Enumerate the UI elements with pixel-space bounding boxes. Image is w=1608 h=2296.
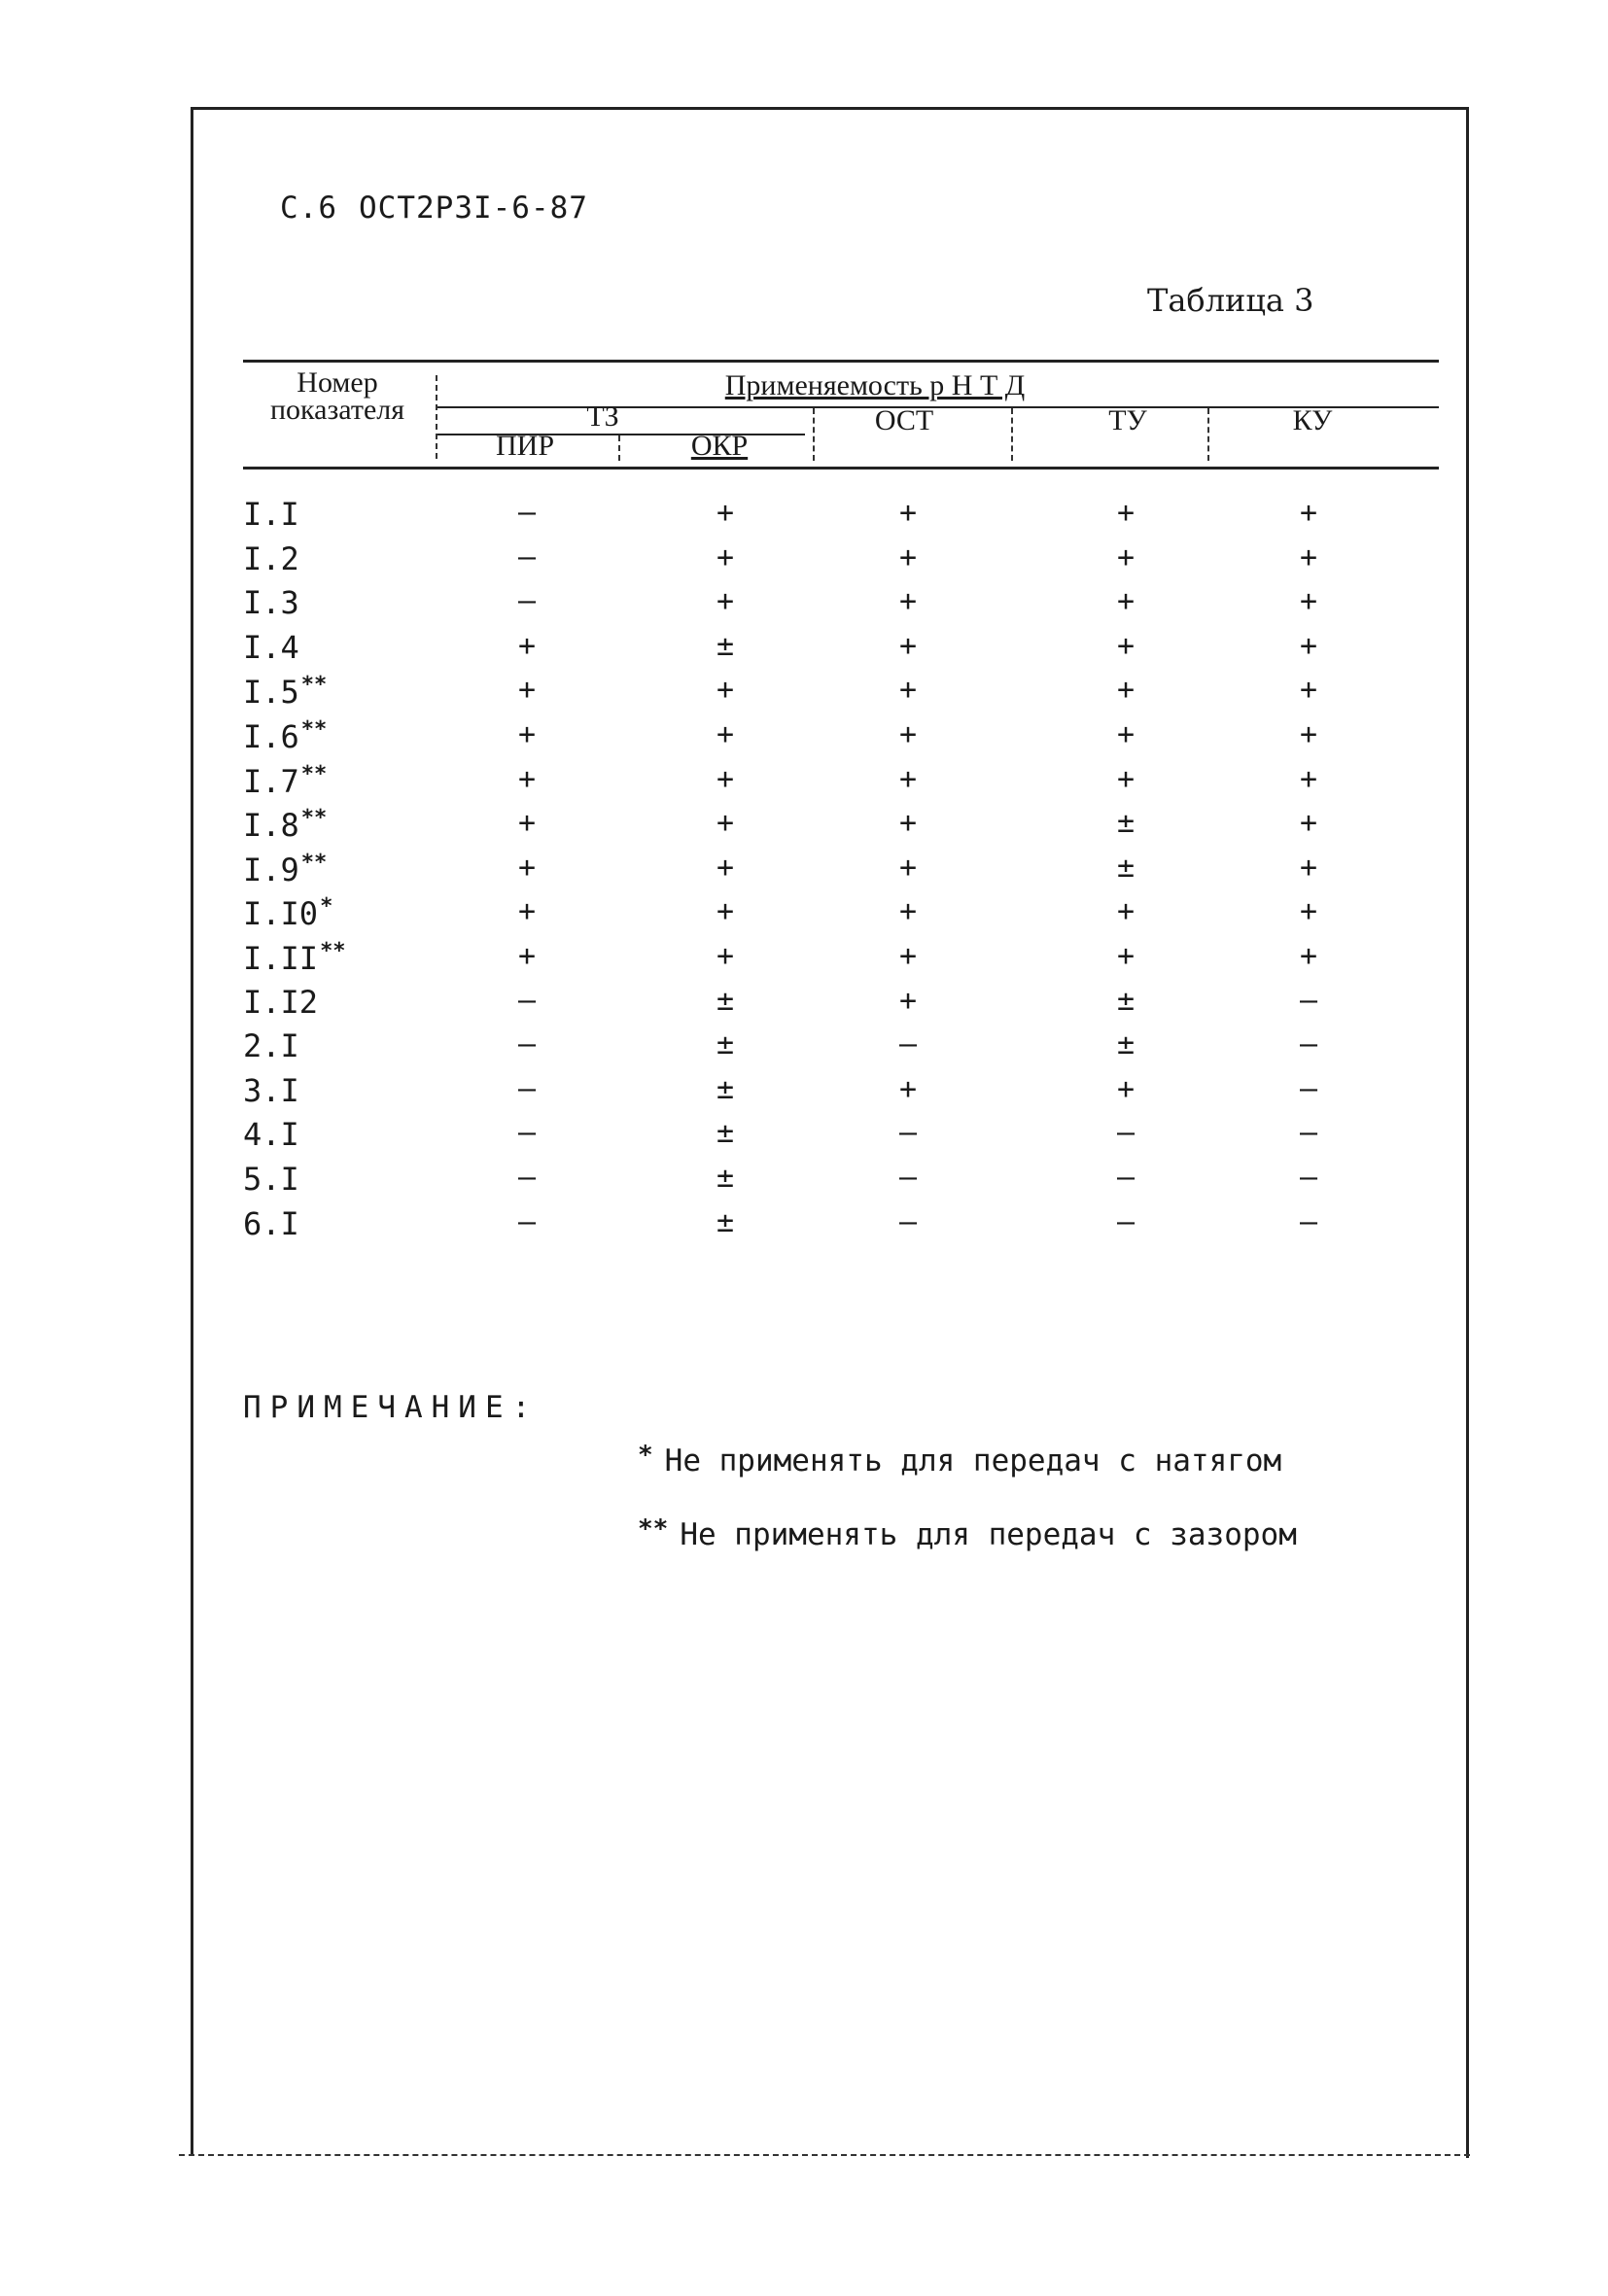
table-cell: + — [716, 851, 735, 885]
table-cell: + — [898, 939, 918, 973]
note-item — [638, 1441, 1281, 1478]
table-cell: + — [1299, 894, 1318, 928]
table-cell: – — [1299, 1072, 1318, 1106]
table-cell: + — [898, 584, 918, 618]
table-cell: – — [1299, 1027, 1318, 1061]
row-number: 3.I — [243, 1072, 299, 1109]
column-divider — [813, 408, 815, 461]
row-label — [243, 806, 379, 844]
table-cell: ± — [716, 1027, 735, 1061]
note-item — [638, 1514, 1297, 1552]
row-label — [243, 584, 379, 621]
document-code: ОСТ2Р3I-6-87 — [359, 191, 588, 226]
table-cell: + — [898, 496, 918, 530]
column-divider — [436, 375, 437, 459]
table-cell: + — [1116, 762, 1136, 796]
row-footnote-marker: ** — [300, 851, 328, 875]
table-cell: – — [898, 1027, 918, 1061]
table-cell: ± — [716, 1116, 735, 1150]
table-cell: + — [898, 762, 918, 796]
table-cell: + — [1116, 584, 1136, 618]
table-cell: – — [517, 1072, 537, 1106]
table-cell: – — [898, 1161, 918, 1195]
table-cell: + — [898, 673, 918, 707]
row-number: I.I0 — [243, 895, 319, 932]
table-cell: – — [517, 540, 537, 574]
row-footnote-marker: ** — [300, 806, 328, 830]
table-cell: + — [517, 894, 537, 928]
table-cell: ± — [716, 1072, 735, 1106]
note-marker: * — [638, 1441, 653, 1470]
table-cell: – — [1116, 1205, 1136, 1239]
table-cell: ± — [1116, 984, 1136, 1018]
row-number: I.7 — [243, 763, 299, 800]
table-cell: + — [1116, 894, 1136, 928]
table-cell: + — [716, 939, 735, 973]
page-reference — [280, 191, 610, 226]
table-cell: + — [1116, 673, 1136, 707]
row-number: I.6 — [243, 718, 299, 755]
table-cell: + — [1299, 851, 1318, 885]
row-number: I.5 — [243, 674, 299, 711]
row-label — [243, 939, 379, 977]
row-label — [243, 851, 379, 888]
table-cell: – — [1116, 1116, 1136, 1150]
row-number: I.8 — [243, 807, 299, 844]
table-cell: + — [517, 851, 537, 885]
table-cell: + — [517, 629, 537, 663]
table-cell: ± — [716, 984, 735, 1018]
table-cell: + — [716, 717, 735, 751]
column-divider — [1207, 408, 1209, 461]
note-text: Не применять для передач с натягом — [664, 1444, 1282, 1478]
table-cell: ± — [716, 1161, 735, 1195]
column-header-pir: ПИР — [495, 430, 554, 462]
table-cell: + — [898, 540, 918, 574]
table-cell: + — [716, 894, 735, 928]
column-header-tz: ТЗ — [586, 400, 619, 433]
table-cell: + — [898, 894, 918, 928]
table-cell: + — [1116, 939, 1136, 973]
note-marker: ** — [638, 1514, 669, 1544]
table-cell: + — [1299, 806, 1318, 840]
row-number: I.2 — [243, 540, 299, 577]
table-cell: – — [517, 1116, 537, 1150]
table-cell: – — [517, 584, 537, 618]
row-number: 6.I — [243, 1205, 299, 1242]
table-cell: – — [1299, 1161, 1318, 1195]
table-cell: + — [1299, 673, 1318, 707]
table-cell: + — [716, 762, 735, 796]
table-cell: – — [517, 496, 537, 530]
table-cell: + — [716, 496, 735, 530]
row-number: 2.I — [243, 1027, 299, 1064]
row-label — [243, 1027, 379, 1064]
row-number: I.3 — [243, 584, 299, 621]
column-header-indicator-number: Номер показателя — [269, 366, 405, 426]
row-label — [243, 717, 379, 755]
row-label — [243, 1116, 379, 1153]
row-label — [243, 1072, 379, 1109]
table-cell: + — [898, 629, 918, 663]
table-cell: – — [517, 1027, 537, 1061]
table-cell: ± — [1116, 806, 1136, 840]
row-number: 5.I — [243, 1161, 299, 1198]
row-number: I.I — [243, 496, 299, 533]
group-header-applicability: Применяемость р Н Т Д — [724, 369, 1026, 401]
table-cell: + — [1299, 496, 1318, 530]
row-number: I.4 — [243, 629, 299, 666]
page-frame-left — [191, 107, 193, 2154]
table-cell: + — [1299, 762, 1318, 796]
note-text: Не применять для передач с зазором — [680, 1517, 1297, 1552]
column-header-ku: КУ — [1292, 404, 1333, 436]
table-cell: – — [517, 1205, 537, 1239]
row-footnote-marker: ** — [300, 762, 328, 786]
row-label — [243, 629, 379, 666]
table-cell: – — [517, 984, 537, 1018]
row-label — [243, 1161, 379, 1198]
column-divider — [618, 435, 620, 461]
table-cell: + — [1299, 939, 1318, 973]
row-footnote-marker: * — [320, 894, 333, 919]
table-cell: + — [1299, 540, 1318, 574]
table-cell: + — [517, 806, 537, 840]
table-cell: + — [1299, 717, 1318, 751]
column-header-okr: ОКР — [690, 430, 749, 462]
page-frame-right — [1466, 107, 1469, 2158]
row-label — [243, 673, 379, 711]
row-label — [243, 540, 379, 577]
table-cell: + — [1299, 629, 1318, 663]
row-label — [243, 762, 379, 800]
row-label — [243, 894, 379, 932]
table-cell: + — [517, 717, 537, 751]
table-cell: + — [517, 762, 537, 796]
table-label: Таблица 3 — [1147, 282, 1314, 319]
row-number: 4.I — [243, 1116, 299, 1153]
table-cell: ± — [1116, 1027, 1136, 1061]
table-cell: – — [898, 1116, 918, 1150]
table-cell: – — [1116, 1161, 1136, 1195]
table-cell: + — [1299, 584, 1318, 618]
table-cell: + — [1116, 496, 1136, 530]
table-cell: + — [1116, 629, 1136, 663]
page-frame-bottom — [179, 2154, 1470, 2156]
table-cell: + — [898, 984, 918, 1018]
row-label — [243, 496, 379, 533]
row-footnote-marker: ** — [320, 939, 346, 963]
table-cell: – — [1299, 1205, 1318, 1239]
table-cell: + — [898, 717, 918, 751]
table-cell: + — [1116, 540, 1136, 574]
page-number: С.6 — [280, 191, 337, 226]
row-number: I.II — [243, 940, 319, 977]
table-cell: + — [1116, 1072, 1136, 1106]
row-label — [243, 1205, 379, 1242]
table-cell: + — [1116, 717, 1136, 751]
column-divider — [1011, 408, 1013, 461]
table-cell: + — [716, 584, 735, 618]
row-footnote-marker: ** — [300, 673, 328, 697]
table-cell: ± — [1116, 851, 1136, 885]
table-cell: + — [716, 673, 735, 707]
table-cell: + — [517, 939, 537, 973]
page-frame-top — [191, 107, 1468, 110]
row-footnote-marker: ** — [300, 717, 328, 742]
row-number: I.I2 — [243, 984, 319, 1021]
table-cell: – — [1299, 1116, 1318, 1150]
table-header-bottom-rule — [243, 467, 1439, 470]
table-cell: + — [716, 806, 735, 840]
table-cell: + — [898, 806, 918, 840]
table-top-rule — [243, 360, 1439, 363]
row-label — [243, 984, 379, 1021]
row-number: I.9 — [243, 852, 299, 888]
table-cell: + — [898, 851, 918, 885]
column-header-ost: ОСТ — [874, 404, 934, 436]
table-cell: – — [898, 1205, 918, 1239]
column-header-tu: ТУ — [1108, 404, 1147, 436]
note-title: ПРИМЕЧАНИЕ: — [243, 1390, 540, 1425]
table-cell: + — [517, 673, 537, 707]
table-cell: + — [716, 540, 735, 574]
table-cell: – — [1299, 984, 1318, 1018]
table-cell: + — [898, 1072, 918, 1106]
table-cell: ± — [716, 629, 735, 663]
table-cell: ± — [716, 1205, 735, 1239]
table-cell: – — [517, 1161, 537, 1195]
